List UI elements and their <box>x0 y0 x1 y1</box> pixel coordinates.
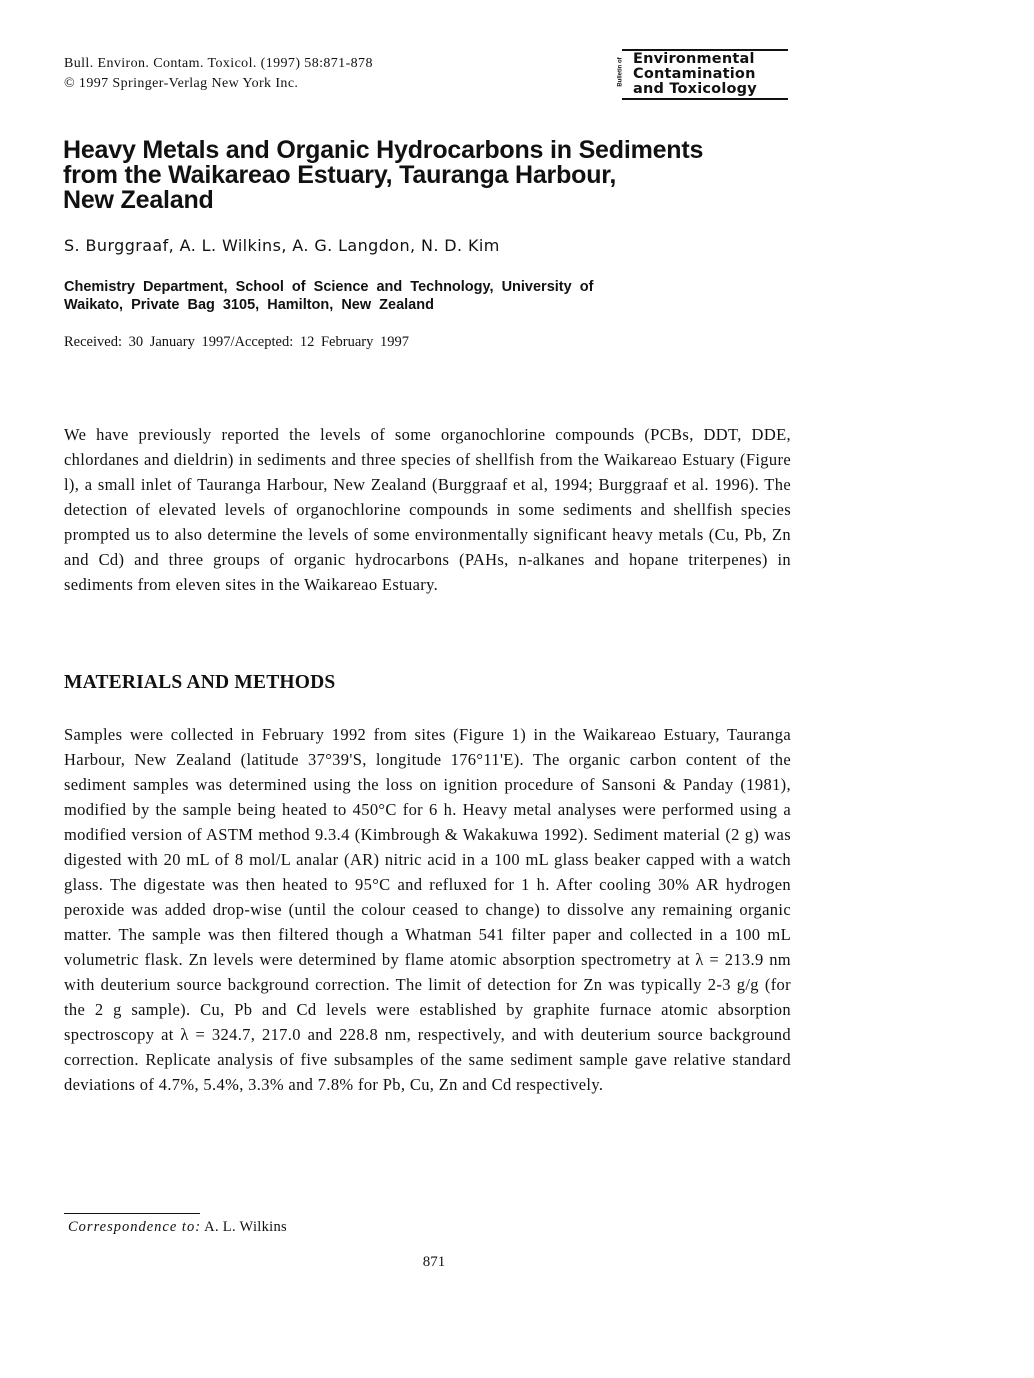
footnote-divider <box>64 1213 200 1214</box>
page-number: 871 <box>422 1254 446 1270</box>
copyright-line: © 1997 Springer-Verlag New York Inc. <box>64 76 299 91</box>
title-line: Heavy Metals and Organic Hydrocarbons in Sediments <box>63 136 704 164</box>
logo-bottom-rule <box>622 98 788 100</box>
footnote-label: Correspondence to: <box>68 1219 202 1235</box>
methods-paragraph: Samples were collected in February 1992 from sites (Figure 1) in the Waikareao Estuary, Tauranga Harbour, New Zealand (latitude 37°39'S, longitude 176°11'E). The organic carbon content of the sediment samples was determined using the loss on ignition procedure of Sansoni & Panday (1981), modified by the sample being heated to 450°C for 6 h. Heavy metal analyses were performed using a modified version of ASTM method 9.3.4 (Kimbrough & Wakakuwa 1992). Sediment material (2 g) was digested with 20 mL of 8 mol/L analar (AR) nitric acid in a 100 mL glass beaker capped with a watch glass. The digestate was then heated to 95°C and refluxed for 1 h. After cooling 30% AR hydrogen peroxide was added drop-wise (until the colour ceased to change) to dissolve any remaining organic matter. The sample was then filtered though a Whatman 541 filter paper and collected in a 100 mL volumetric flask. Zn levels were determined by flame atomic absorption spectrometry at λ = 213.9 nm with deuterium source background correction. The limit of detection for Zn was typically 2-3 g/g (for the 2 g sample). Cu, Pb and Cd levels were established by graphite furnace atomic absorption spectroscopy at λ = 324.7, 217.0 and 228.8 nm, respectively, and with deuterium source background correction. Replicate analysis of five subsamples of the same sediment sample gave relative standard deviations of 4.7%, 5.4%, 3.3% and 7.8% for Pb, Cu, Zn and Cd respectively. <box>64 725 791 1094</box>
section-heading-materials-methods: MATERIALS AND METHODS <box>64 672 336 693</box>
affiliation-line: Waikato, Private Bag 3105, Hamilton, New Zealand <box>64 297 434 313</box>
citation-block <box>64 54 373 94</box>
journal-logo <box>617 49 788 101</box>
intro-paragraph: We have previously reported the levels of some organochlorine compounds (PCBs, DDT, DDE, chlordanes and dieldrin) in sediments and three species of shellfish from the Waikareao Estuary (Figure l), a small inlet of Tauranga Harbour, New Zealand (Burggraaf et al, 1994; Burggraaf et al. 1996). The detection of elevated levels of organochlorine compounds in some sediments and shellfish species prompted us to also determine the levels of some environmentally significant heavy metals (Cu, Pb, Zn and Cd) and three groups of organic hydrocarbons (PAHs, n-alkanes and hopane triterpenes) in sediments from eleven sites in the Waikareao Estuary. <box>64 425 791 594</box>
logo-side-label: Bulletin of <box>617 57 624 87</box>
article-title <box>63 138 783 213</box>
citation-line: Bull. Environ. Contam. Toxicol. (1997) 58:871-878 <box>64 56 373 71</box>
logo-wordmark <box>633 52 757 97</box>
logo-line-contamination: Contamination <box>633 66 756 82</box>
correspondence-footnote <box>68 1219 287 1236</box>
title-line: from the Waikareao Estuary, Tauranga Harbour, <box>63 161 617 189</box>
logo-line-environmental: Environmental <box>633 51 755 67</box>
affiliation-line: Chemistry Department, School of Science and Technology, University of <box>64 279 594 295</box>
title-line: New Zealand <box>63 186 214 214</box>
author-list: S. Burggraaf, A. L. Wilkins, A. G. Langdon, N. D. Kim <box>64 236 500 255</box>
received-dates: Received: 30 January 1997/Accepted: 12 February 1997 <box>64 334 409 350</box>
logo-line-toxicology: and Toxicology <box>633 81 757 97</box>
affiliation <box>64 278 714 314</box>
footnote-name: A. L. Wilkins <box>204 1219 287 1235</box>
